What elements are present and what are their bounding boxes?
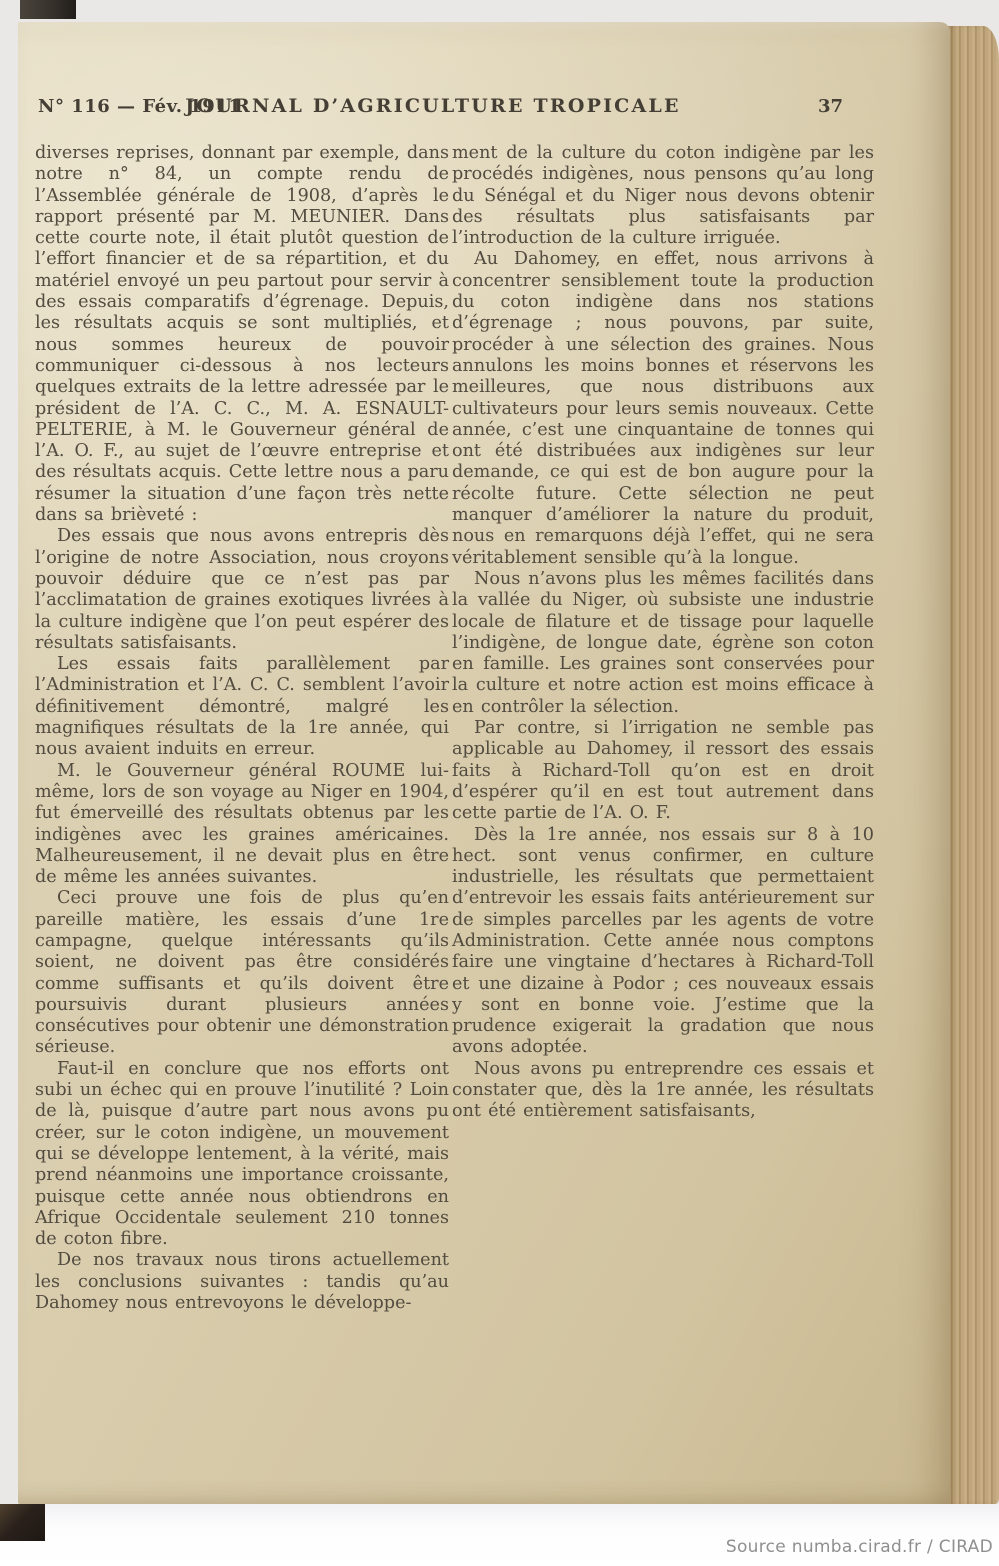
paragraph: Au Dahomey, en effet, nous arrivons à concentrer sensiblement toute la production du coton indigène dans nos stations d’égrenage ; nous pouvons, par suite, procéder à une sélection des graines. Nous annulons les moins bonnes et réservons les meilleures, que nous distribuons aux cultivateurs pour leurs semis nouveaux. Cette année, c’est une cinquantaine de tonnes qui ont été distribuées aux indigènes sur leur demande, ce qui est de bon augure pour la récolte future. Cette sélection ne peut manquer d’améliorer la nature du produit, nous en remarquons déjà l’effet, qui ne sera véritablement sensible qu’à la longue. [452, 249, 874, 568]
book-page-edges [948, 26, 999, 1504]
scan-artifact-bottom-left [0, 1504, 45, 1541]
issue-label: N° 116 — Fév. 1911 [38, 96, 242, 117]
paragraph: Des essais que nous avons entrepris dès l’origine de notre Association, nous croyons pouvoir déduire que ce n’est pas par l’acclimatation de graines exotiques livrées à la culture indigène que l’on peut espérer des résultats satisfaisants. [35, 526, 449, 653]
paragraph: M. le Gouverneur général ROUME lui-même, lors de son voyage au Niger en 1904, fut émerveillé des résultats obtenus par les indigènes avec les graines américaines. Malheureusement, il ne devait plus en être de même les années suivantes. [35, 760, 449, 888]
paragraph: De nos travaux nous tirons actuellement les conclusions suivantes : tandis qu’au Dahomey nous entrevoyons le développe- [35, 1250, 449, 1314]
page-number: 37 [818, 96, 844, 117]
source-attribution: Source numba.cirad.fr / CIRAD [725, 1537, 993, 1557]
page-header [18, 96, 950, 126]
paragraph: Faut-il en conclure que nos efforts ont subi un échec qui en prouve l’inutilité ? Loin de là, puisque d’autre part nous avons pu créer, sur le coton indigène, un mouvement qui se développe lentement, à la vérité, mais prend néanmoins une importance croissante, puisque cette année nous obtiendrons en Afrique Occidentale seulement 210 tonnes de coton fibre. [35, 1058, 449, 1250]
paragraph: Ceci prouve une fois de plus qu’en pareille matière, les essais d’une 1re campagne, quelque intéressants qu’ils soient, ne doivent pas être considérés comme suffisants et qu’ils doivent être poursuivis durant plusieurs années consécutives pour obtenir une démonstration sérieuse. [35, 888, 449, 1058]
paragraph: Nous avons pu entreprendre ces essais et constater que, dès la 1re année, les résultats ont été entièrement satisfaisants, [452, 1058, 874, 1122]
paragraph: diverses reprises, donnant par exemple, dans notre n° 84, un compte rendu de l’Assemblée générale de 1908, d’après le rapport présenté par M. MEUNIER. Dans cette courte note, il était plutôt question de l’effort financier et de sa répartition, et du matériel envoyé un peu partout pour servir à des essais comparatifs d’égrenage. Depuis, les résultats acquis se sont multipliés, et nous sommes heureux de pouvoir communiquer ci-dessous à nos lecteurs quelques extraits de la lettre adressée par le président de l’A. C. C., M. A. ESNAULT-PELTERIE, à M. le Gouverneur général de l’A. O. F., au sujet de l’œuvre entreprise et des résultats acquis. Cette lettre nous a paru résumer la situation d’une façon très nette dans sa brièveté : [35, 143, 449, 526]
text-column-right [452, 143, 874, 1123]
paragraph: Les essais faits parallèlement par l’Administration et l’A. C. C. semblent l’avoir définitivement démontré, malgré les magnifiques résultats de la 1re année, qui nous avaient induits en erreur. [35, 654, 449, 760]
paragraph: ment de la culture du coton indigène par les procédés indigènes, nous pensons qu’au long du Sénégal et du Niger nous devons obtenir des résultats plus satisfaisants par l’introduction de la culture irriguée. [452, 143, 874, 249]
scan-artifact-top-left [20, 0, 76, 19]
journal-title: JOURNAL D’AGRICULTURE TROPICALE [185, 95, 681, 117]
paragraph: Nous n’avons plus les mêmes facilités dans la vallée du Niger, où subsiste une industrie locale de filature et de tissage pour laquelle l’indigène, de longue date, égrène son coton en famille. Les graines sont conservées pour la culture et notre action est moins efficace à en contrôler la sélection. [452, 568, 874, 717]
text-column-left [35, 143, 449, 1314]
journal-page [18, 22, 950, 1504]
paragraph: Dès la 1re année, nos essais sur 8 à 10 hect. sont venus confirmer, en culture industrielle, les résultats que permettaient d’entrevoir les essais faits antérieurement sur de simples parcelles par les agents de votre Administration. Cette année nous comptons faire une vingtaine d’hectares à Richard-Toll et une dizaine à Podor ; ces nouveaux essais y sont en bonne voie. J’estime que la prudence exigerait la gradation que nous avons adoptée. [452, 824, 874, 1058]
paragraph: Par contre, si l’irrigation ne semble pas applicable au Dahomey, il ressort des essais faits à Richard-Toll qu’on est en droit d’espérer qu’il en est tout autrement dans cette partie de l’A. O. F. [452, 718, 874, 824]
